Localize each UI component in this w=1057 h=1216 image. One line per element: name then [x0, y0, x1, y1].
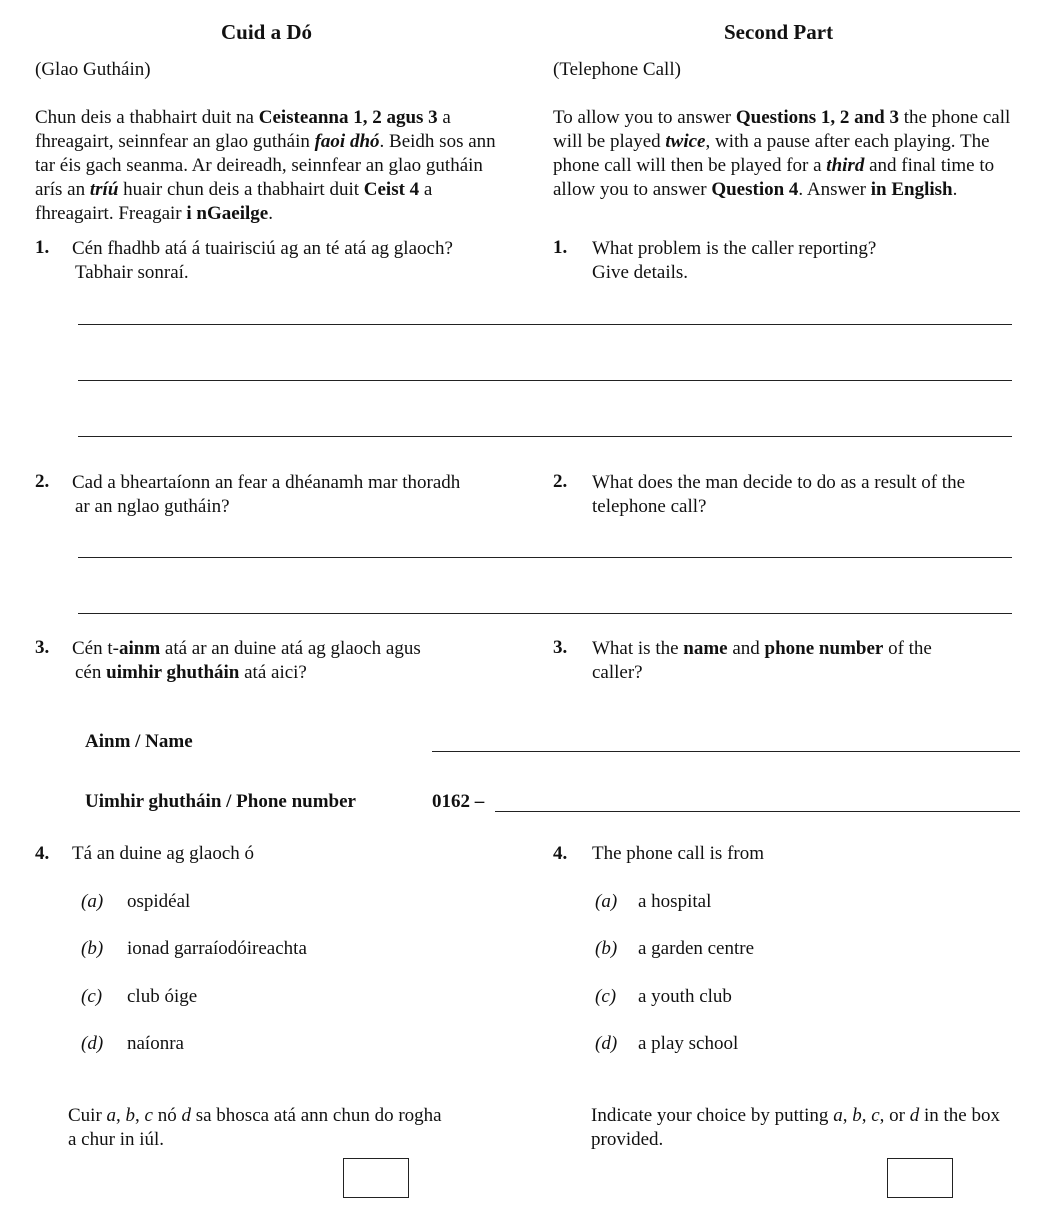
right-subheading: (Telephone Call) [553, 59, 681, 80]
q-text: Cén t- [72, 638, 119, 659]
right-intro [553, 106, 1018, 202]
q-line [72, 637, 421, 661]
intro-text: a fhreagairt, seinnfear an glao gutháin [35, 107, 451, 152]
right-q3-number: 3. [553, 637, 568, 658]
instr-text: nó [152, 1105, 182, 1126]
instr-text: Cuir [68, 1105, 107, 1126]
left-intro [35, 106, 505, 226]
instr-letter: b [852, 1105, 862, 1126]
q-bold: uimhir ghutháin [106, 662, 240, 683]
q-bold: phone number [764, 638, 884, 659]
instr-text: , [842, 1105, 853, 1126]
intro-bold-italic: tríú [89, 179, 119, 200]
intro-text: a fhreagairt. Freagair [35, 179, 433, 224]
right-option-a-letter: (a) [595, 891, 618, 912]
instr-letter: c [871, 1105, 880, 1126]
left-option-c-letter: (c) [81, 986, 103, 1007]
right-q3-text [592, 637, 932, 685]
instr-text: , [135, 1105, 145, 1126]
left-option-d-letter: (d) [81, 1033, 104, 1054]
left-q2-text [72, 471, 460, 519]
q-line: What does the man decide to do as a result of the [592, 472, 966, 493]
intro-text: , with a pause after each playing. The phone call will then be played for a [553, 131, 990, 176]
answer-line-q1-1[interactable] [78, 324, 1012, 325]
left-answer-box[interactable] [343, 1158, 409, 1198]
instr-text: Indicate your choice by putting [591, 1105, 834, 1126]
name-label: Ainm / Name [85, 731, 193, 752]
left-q1-text [72, 237, 453, 285]
left-option-a: ospidéal [127, 891, 191, 912]
left-q4-number: 4. [35, 843, 50, 864]
instr-text: in the box [919, 1105, 1000, 1126]
right-option-d: a play school [638, 1033, 739, 1054]
left-q3-number: 3. [35, 637, 50, 658]
phone-prefix: 0162 – [432, 791, 485, 812]
left-subheading: (Glao Gutháin) [35, 59, 151, 80]
right-q2-text [592, 471, 965, 519]
left-q4-text: Tá an duine ag glaoch ó [72, 843, 255, 864]
intro-text: . Answer [798, 179, 871, 200]
left-option-c: club óige [127, 986, 198, 1007]
intro-bold-italic: third [826, 155, 865, 176]
left-instruction [68, 1104, 442, 1152]
q-line: Cén fhadhb atá á tuairisciú ag an té atá ag glaoch? [72, 238, 453, 259]
q-line: Give details. [592, 262, 689, 283]
intro-text: . [952, 179, 958, 200]
right-q1-text [592, 237, 876, 285]
intro-text: . Beidh sos ann tar éis gach seanma. Ar deireadh, seinnfear an glao gutháin arís an [35, 131, 496, 200]
q-line: Tabhair sonraí. [75, 262, 189, 283]
left-heading: Cuid a Dó [221, 20, 313, 44]
intro-bold: Ceist 4 [363, 179, 420, 200]
q-text: and [727, 638, 765, 659]
intro-bold: i nGaeilge [186, 203, 269, 224]
intro-text: Chun deis a thabhairt duit na [35, 107, 259, 128]
right-q2-number: 2. [553, 471, 568, 492]
instruction-line [68, 1104, 442, 1128]
q-line: ar an nglao gutháin? [75, 496, 230, 517]
intro-bold: Ceisteanna 1, 2 agus 3 [258, 107, 438, 128]
intro-bold: Question 4 [711, 179, 799, 200]
intro-text: and final time to allow you to answer [553, 155, 995, 200]
q-text: of the [883, 638, 932, 659]
left-q2-number: 2. [35, 471, 50, 492]
right-instruction [591, 1104, 1000, 1152]
right-option-b-letter: (b) [595, 938, 618, 959]
q-line: telephone call? [592, 496, 707, 517]
instruction-line: provided. [591, 1129, 664, 1150]
right-option-d-letter: (d) [595, 1033, 618, 1054]
answer-line-q1-2[interactable] [78, 380, 1012, 381]
answer-line-q2-1[interactable] [78, 557, 1012, 558]
left-option-a-letter: (a) [81, 891, 104, 912]
intro-bold: Questions 1, 2 and 3 [735, 107, 899, 128]
left-q3-text [72, 637, 421, 685]
answer-line-q1-3[interactable] [78, 436, 1012, 437]
intro-bold: in English [870, 179, 953, 200]
intro-bold-italic: twice [665, 131, 706, 152]
instr-letter: d [909, 1105, 920, 1126]
left-option-d: naíonra [127, 1033, 184, 1054]
right-heading: Second Part [724, 20, 834, 44]
right-option-b: a garden centre [638, 938, 755, 959]
q-text: What is the [592, 638, 684, 659]
left-q1-number: 1. [35, 237, 50, 258]
name-answer-line[interactable] [432, 751, 1020, 752]
intro-bold-italic: faoi dhó [314, 131, 380, 152]
instr-text: , or [879, 1105, 910, 1126]
left-option-b-letter: (b) [81, 938, 104, 959]
answer-line-q2-2[interactable] [78, 613, 1012, 614]
instruction-line: a chur in iúl. [68, 1129, 165, 1150]
phone-answer-line[interactable] [495, 811, 1020, 812]
instr-text: , [116, 1105, 126, 1126]
q-bold: ainm [118, 638, 161, 659]
q-line: Cad a bheartaíonn an fear a dhéanamh mar thoradh [72, 472, 461, 493]
instr-letter: a [833, 1105, 843, 1126]
intro-text: To allow you to answer [553, 107, 736, 128]
left-option-b: ionad garraíodóireachta [127, 938, 307, 959]
q-line [72, 661, 421, 685]
right-answer-box[interactable] [887, 1158, 953, 1198]
q-line: What problem is the caller reporting? [592, 238, 877, 259]
intro-text: . [268, 203, 273, 224]
instr-text: , [861, 1105, 872, 1126]
right-q1-number: 1. [553, 237, 568, 258]
right-q4-text: The phone call is from [592, 843, 765, 864]
right-option-c-letter: (c) [595, 986, 617, 1007]
right-q4-number: 4. [553, 843, 568, 864]
instr-letter: d [181, 1105, 191, 1126]
q-text: atá ar an duine atá ag glaoch agus [160, 638, 421, 659]
instruction-line [591, 1104, 1000, 1128]
q-line: caller? [592, 662, 643, 683]
q-bold: name [683, 638, 728, 659]
q-text: cén [75, 662, 107, 683]
instr-text: sa bhosca atá ann chun do rogha [190, 1105, 442, 1126]
phone-label: Uimhir ghutháin / Phone number [85, 791, 356, 812]
instr-letter: b [125, 1105, 136, 1126]
intro-text: huair chun deis a thabhairt duit [118, 179, 364, 200]
right-option-a: a hospital [638, 891, 712, 912]
instr-letter: a [106, 1105, 117, 1126]
right-option-c: a youth club [638, 986, 732, 1007]
intro-text: the phone call will be played [553, 107, 1011, 152]
q-text: atá aici? [239, 662, 307, 683]
instr-letter: c [144, 1105, 153, 1126]
q-line [592, 637, 932, 661]
